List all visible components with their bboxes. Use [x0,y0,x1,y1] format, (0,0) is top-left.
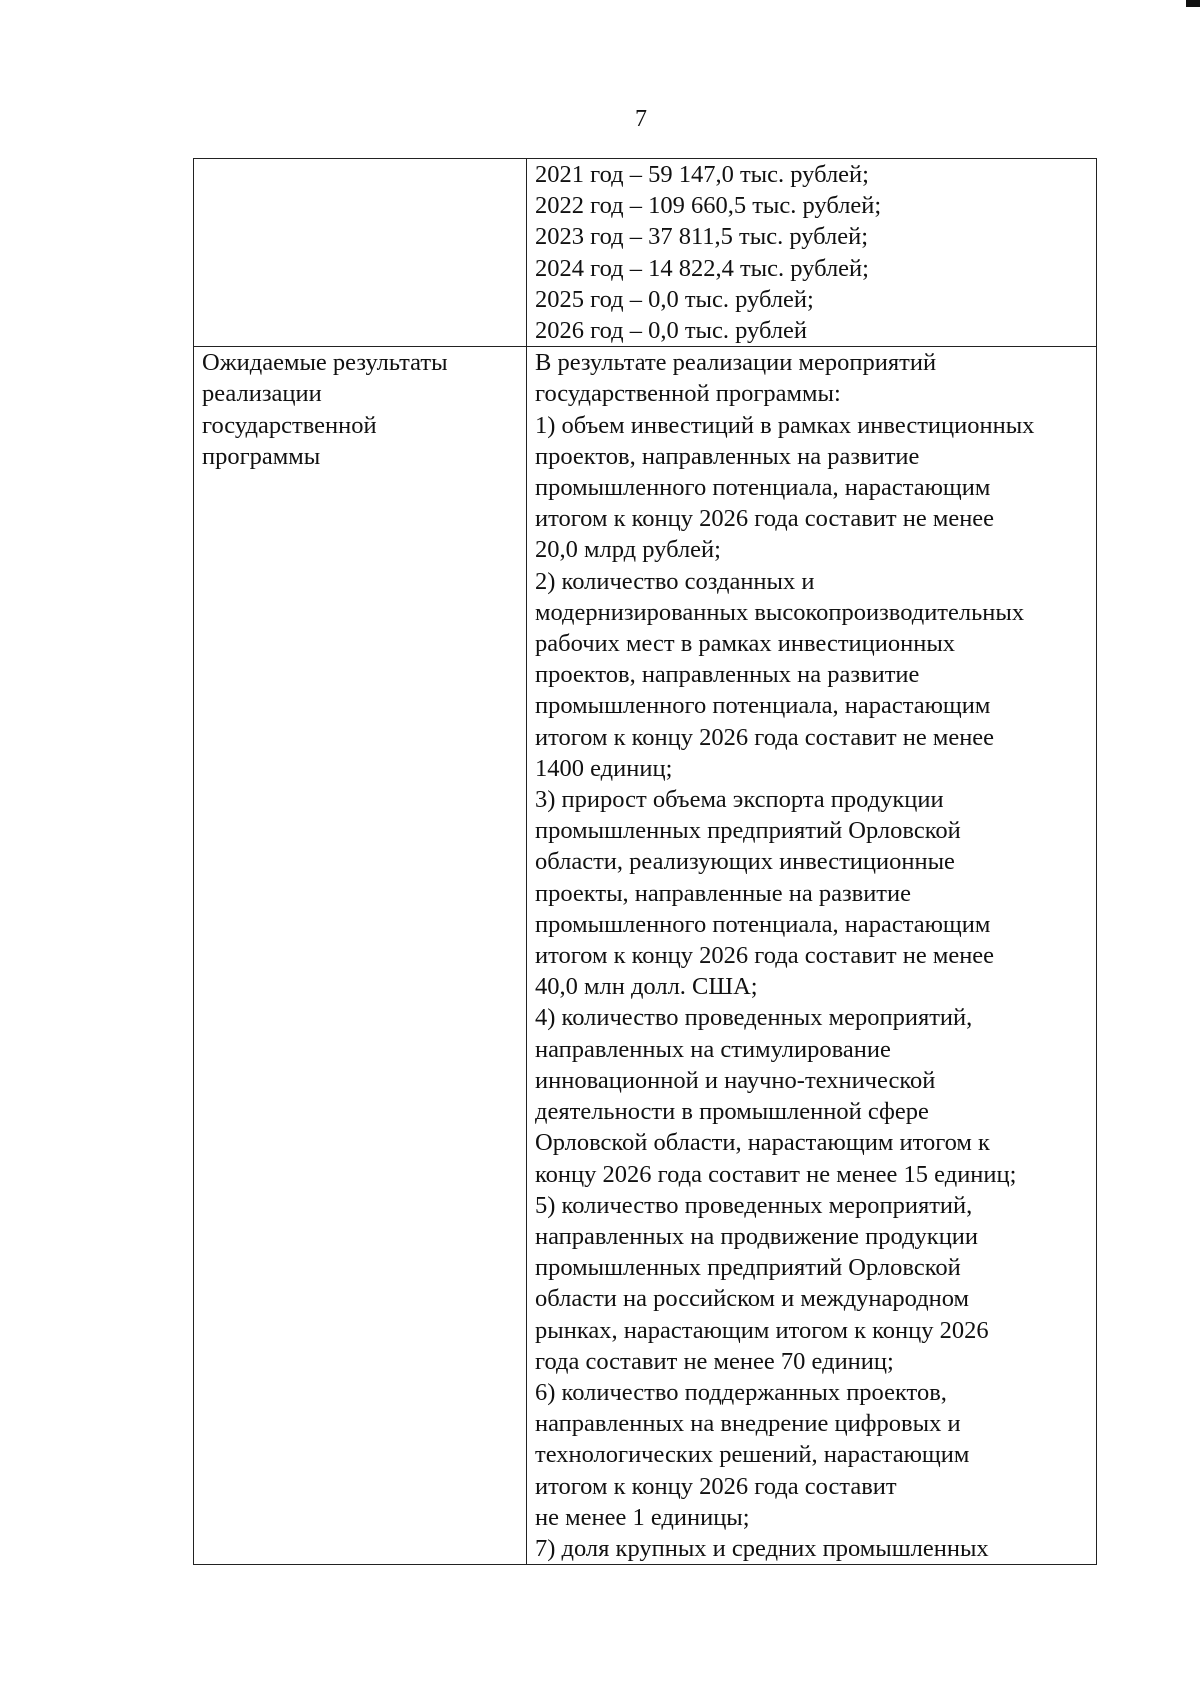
table-cell-funding-values [527,159,1097,347]
expected-results-line: промышленного потенциала, нарастающим [535,910,991,938]
expected-results-line: рынках, нарастающим итогом к концу 2026 [535,1316,989,1344]
expected-results-line: проекты, направленные на развитие [535,879,911,907]
funding-year-line: 2023 год – 37 811,5 тыс. рублей; [535,223,869,251]
expected-results-label-line: Ожидаемые результаты [202,349,448,377]
expected-results-label [202,347,520,472]
expected-results-line: 7) доля крупных и средних промышленных [535,1534,989,1562]
expected-results-line: 3) прирост объема экспорта продукции [535,786,944,814]
expected-results-line: итогом к концу 2026 года составит не менее [535,942,995,970]
expected-results-line: 2) количество созданных и [535,567,815,595]
expected-results-line: деятельности в промышленной сфере [535,1098,929,1126]
scan-corner-mark [1186,0,1200,7]
expected-results-line: модернизированных высокопроизводительных [535,598,1025,626]
expected-results-label-line: государственной [202,411,377,439]
funding-year-line: 2021 год – 59 147,0 тыс. рублей; [535,161,869,188]
expected-results-line: промышленных предприятий Орловской [535,1254,961,1282]
expected-results-line: проектов, направленных на развитие [535,661,920,689]
expected-results-line: Орловской области, нарастающим итогом к [535,1129,990,1157]
expected-results-line: 6) количество поддержанных проектов, [535,1378,947,1406]
funding-year-line: 2024 год – 14 822,4 тыс. рублей; [535,254,869,282]
table-row-funding-by-year [194,159,1097,347]
expected-results-line: В результате реализации мероприятий [535,349,937,377]
expected-results-line: концу 2026 года составит не менее 15 единиц; [535,1160,1017,1188]
expected-results-line: направленных на продвижение продукции [535,1222,979,1250]
expected-results-list [535,347,1090,1564]
expected-results-line: промышленного потенциала, нарастающим [535,692,991,720]
funding-year-line: 2022 год – 109 660,5 тыс. рублей; [535,192,882,220]
expected-results-line: 4) количество проведенных мероприятий, [535,1004,973,1032]
expected-results-label-line: реализации [202,380,322,408]
expected-results-line: не менее 1 единицы; [535,1503,750,1531]
table-cell-expected-results-label [194,347,527,1565]
expected-results-line: 1) объем инвестиций в рамках инвестиционных [535,411,1035,439]
expected-results-line: 1400 единиц; [535,754,673,782]
expected-results-line: итогом к концу 2026 года составит не менее [535,723,995,751]
expected-results-line: области на российском и международном [535,1285,970,1313]
table-cell-empty-label [194,159,527,347]
expected-results-line: 5) количество проведенных мероприятий, [535,1191,973,1219]
expected-results-line: проектов, направленных на развитие [535,442,920,470]
expected-results-line: направленных на внедрение цифровых и [535,1410,961,1438]
expected-results-line: итогом к концу 2026 года составит [535,1472,897,1500]
expected-results-line: государственной программы: [535,380,841,408]
expected-results-line: промышленного потенциала, нарастающим [535,474,991,502]
table-row-expected-results [194,347,1097,1565]
expected-results-label-line: программы [202,442,321,470]
table-cell-expected-results-text [527,347,1097,1565]
program-passport-table [193,158,1097,1565]
funding-year-line: 2025 год – 0,0 тыс. рублей; [535,285,814,313]
expected-results-line: промышленных предприятий Орловской [535,817,961,845]
funding-year-line: 2026 год – 0,0 тыс. рублей [535,317,808,345]
expected-results-line: 20,0 млрд рублей; [535,536,721,564]
expected-results-line: области, реализующих инвестиционные [535,848,955,876]
expected-results-line: технологических решений, нарастающим [535,1441,970,1469]
expected-results-line: итогом к концу 2026 года составит не менее [535,505,995,533]
funding-year-list [535,159,1090,346]
expected-results-line: рабочих мест в рамках инвестиционных [535,630,956,658]
expected-results-line: года составит не менее 70 единиц; [535,1347,894,1375]
expected-results-line: 40,0 млн долл. США; [535,973,758,1001]
expected-results-line: направленных на стимулирование [535,1035,891,1063]
expected-results-line: инновационной и научно-технической [535,1066,936,1094]
page-number: 7 [635,106,647,132]
